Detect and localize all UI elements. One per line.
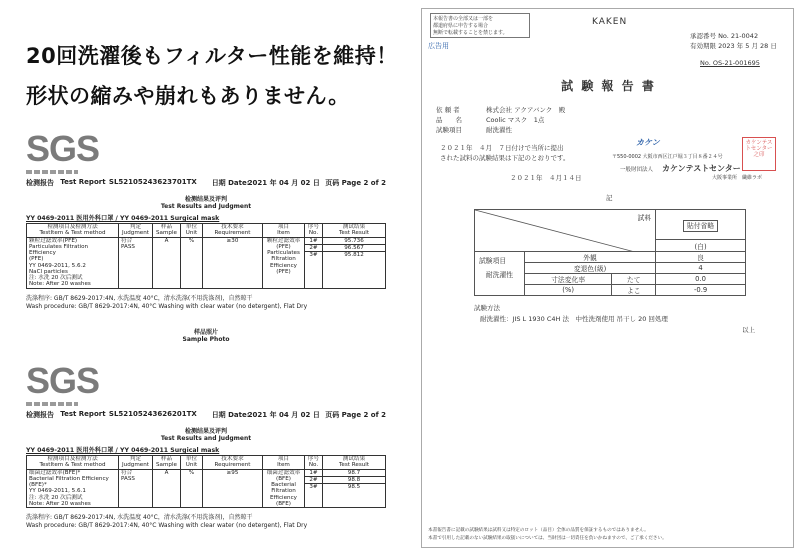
wash-label: 耐洗濯性 [475, 252, 525, 296]
test-method: 耐洗濯性：JIS L 1930 C4H 法 中性洗剤使用 吊干し 20 回処理 [480, 315, 668, 323]
result-value: 4 [656, 263, 746, 274]
report-date: 2021 年 04 月 02 日 [247, 179, 320, 187]
ad-label: 広告用 [428, 42, 449, 50]
intro-line-2: された試料の試験結果は下記のとおりです。 [440, 154, 570, 162]
judgment: 符合 PASS [119, 237, 153, 288]
org-address: 〒550-0002 大阪市西区江戸堀３丁目８番２４号 [612, 154, 723, 160]
results-table-2: 检测项目及检测方法 TestItem & Test method 判定 Judgment 样品 Sample 单位 Unit 技术要求 Requirement 项目 Item 序号 No. 测试结果 Test Result 细菌过滤效率(BFE)* Bacterial Filtration Efficiency (BFE)* YY 0469-2011, 5.6.1 注: 水洗 20 次后测试 Note: After 20 washes 符合 PASS A % ≥95 细菌过滤效率 (BFE) Bacterial Filtration Efficiency (BFE) 1# 2# 3# 98.7 98.8 98.5 [26, 455, 386, 508]
kaken-report: 本報告書の全部又は一部を 都道府県に申告する場合 無断で転載することを禁じます。 KAKEN 広告用 承認番号 No. 21-0042 有効期限 2023 年 5 月 28 日 No. OS-21-001695 試 験 報 告 書 依 頼 者 株式会社 アクアバンク 殿 品 名 Coolic マスク 1点 試験項目 耐洗濯性 ２０２１年 ４月 ７日付けで当所に提出 された試料の試験結果は下記のとおりです。 ２０２１年 ４月１４日 カケン 〒550-0002 大阪市西区江戸堀３丁目８番２４号 一般財団法人 カケンテストセンター 大阪事業所 繊維ラボ カケンテストセンター之印 記 試料 試験項目 貼付省略 (白) 耐洗濯性 外観 良 変退色(級) 4 寸法変化率 たて 0.0 (%) よこ -0.9 試験方法 耐洗濯性：JIS L 1930 C4H 法 中性洗剤使用 吊干し 20 回処理 以上 本書報告書に記載の試験結果は試料又は特定のロット（品目）全体の品質を保証するものではありません。 本書で引用した記載のない試験結果の取扱いについては、当財団は一切責任を負いかねますので、ご了承ください。 [421, 8, 794, 548]
headline-line-2: 形状の縮みや崩れもありません。 [26, 84, 350, 108]
org-name: カケンテストセンター [662, 164, 741, 173]
brand-top: KAKEN [592, 17, 628, 27]
standard-title: YY 0469-2011 医用外科口罩 / YY 0469-2011 Surgical mask [26, 215, 220, 222]
intro-line-1: ２０２１年 ４月 ７日付けで当所に提出 [440, 144, 564, 152]
diagonal-line [475, 210, 635, 252]
result-value: -0.9 [656, 285, 746, 296]
approval-number: 承認番号 No. 21-0042 [690, 32, 759, 40]
report-header-2: 检测报告 Test Report SL52105243626201TX 日期 Date: 2021 年 04 月 02 日 页码 Page 2 of 2 [26, 410, 386, 419]
standard-title: YY 0469-2011 医用外科口罩 / YY 0469-2011 Surgical mask [26, 447, 220, 454]
sgs-logo-2: SGS [26, 360, 386, 406]
report-number: No. OS-21-001695 [700, 59, 760, 67]
result-value: 95.736 [323, 238, 385, 245]
seal-stamp: カケンテストセンター之印 [742, 137, 776, 171]
report-number: SL52105243626201TX [108, 410, 197, 418]
footer-note-2: 本書で引用した記載のない試験結果の取扱いについては、当財団は一切責任を負いかねますので、ご了承ください。 [428, 536, 667, 541]
footer-note-1: 本書報告書に記載の試験結果は試料又は特定のロット（品目）全体の品質を保証するものではありません。 [428, 528, 649, 533]
sgs-report-1: SGS 检测报告 Test Report SL52105243623701TX 日期 Date: 2021 年 04 月 02 日 页码 Page 2 of 2 检测结果及评判 Test Results and Judgment YY 0469-2011 医用外科口罩 / YY 0469-2011 Surgical mask 检测项目及检测方法 TestItem & Test method 判定 Judgment 样品 Sample 单位 Unit 技术要求 Requirement 项目 Item 序号 No. 测试结果 Test Result 颗粒过滤效率(PFE) Particulates Filtration Efficiency (PFE) YY 0469-2011, 5.6.2 NaCl particles 注: 水洗 20 次后测试 Note: After 20 washes 符合 PASS A % ≥30 颗粒过滤效率 (PFE) Particulates Filtration Efficiency (PFE) 1# 2# 3# 95.736 96.567 95.812 洗涤程序: GB/T 8629-2017:4N, 水洗温度 40°C，清水洗涤(不用洗涤剂)，自然晾干 Wash procedure: GB/T 8629-2017:4N, 40°C Washing with clear water (no detergent), Flat Dry 样品照片 Sample Photo [26, 128, 386, 343]
client: 株式会社 アクアバンク 殿 [486, 106, 566, 114]
report-number: SL52105243623701TX [108, 178, 197, 186]
page-number: 页码 Page 2 of 2 [325, 411, 386, 419]
test-method: 细菌过滤效率(BFE)* Bacterial Filtration Efficiency (BFE)* YY 0469-2011, 5.6.1 注: 水洗 20 次后测试 Note: After 20 washes [27, 469, 119, 508]
results-table-1: 检测项目及检测方法 TestItem & Test method 判定 Judgment 样品 Sample 单位 Unit 技术要求 Requirement 项目 Item 序号 No. 测试结果 Test Result 颗粒过滤效率(PFE) Particulates Filtration Efficiency (PFE) YY 0469-2011, 5.6.2 NaCl particles 注: 水洗 20 次后测试 Note: After 20 washes 符合 PASS A % ≥30 颗粒过滤效率 (PFE) Particulates Filtration Efficiency (PFE) 1# 2# 3# 95.736 96.567 95.812 [26, 223, 386, 289]
headline-line-1: 20回洗濯後もフィルター性能を維持！ [26, 44, 398, 68]
sgs-report-2: SGS 检测报告 Test Report SL52105243626201TX 日期 Date: 2021 年 04 月 02 日 页码 Page 2 of 2 检测结果及评判 Test Results and Judgment YY 0469-2011 医用外科口罩 / YY 0469-2011 Surgical mask 检测项目及检测方法 TestItem & Test method 判定 Judgment 样品 Sample 单位 Unit 技术要求 Requirement 项目 Item 序号 No. 测试结果 Test Result 细菌过滤效率(BFE)* Bacterial Filtration Efficiency (BFE)* YY 0469-2011, 5.6.1 注: 水洗 20 次后测试 Note: After 20 washes 符合 PASS A % ≥95 细菌过滤效率 (BFE) Bacterial Filtration Efficiency (BFE) 1# 2# 3# 98.7 98.8 98.5 洗涤程序: GB/T 8629-2017:4N, 水洗温度 40°C，清水洗涤(不用洗涤剂)，自然晾干 Wash procedure: GB/T 8629-2017:4N, 40°C Washing with clear water (no detergent), Flat Dry [26, 360, 386, 530]
wash-procedure-2: 洗涤程序: GB/T 8629-2017:4N, 水洗温度 40°C，清水洗涤(不用洗涤剂)，自然晾干 Wash procedure: GB/T 8629-2017:4N, 40°C Washing with clear water (no detergent), Flat Dry [26, 514, 308, 530]
sample-name: 貼付省略 [683, 220, 718, 232]
result-value: 98.8 [323, 477, 385, 484]
report-header-1: 检测报告 Test Report SL52105243623701TX 日期 Date: 2021 年 04 月 02 日 页码 Page 2 of 2 [26, 178, 386, 187]
notice-box: 本報告書の全部又は一部を 都道府県に申告する場合 無断で転載することを禁じます。 [430, 13, 530, 38]
issue-date: ２０２１年 ４月１４日 [510, 174, 582, 182]
report-title: 試 験 報 告 書 [561, 79, 656, 93]
kaken-logo: カケン [636, 138, 660, 147]
kaken-results-table: 試料 試験項目 貼付省略 (白) 耐洗濯性 外観 良 変退色(級) 4 寸法変化率 たて 0.0 (%) よこ -0.9 [474, 209, 746, 296]
result-value: 良 [656, 252, 746, 263]
result-value: 98.7 [323, 470, 385, 477]
result-value: 98.5 [347, 484, 361, 490]
result-value: 95.812 [344, 252, 364, 258]
product: Coolic マスク 1点 [486, 116, 545, 124]
sgs-logo-1: SGS [26, 128, 386, 174]
valid-until: 有効期限 2023 年 5 月 28 日 [690, 42, 777, 50]
result-value: 0.0 [656, 274, 746, 285]
result-value: 96.567 [323, 245, 385, 252]
test-item: 耐洗濯性 [486, 126, 512, 134]
report-date: 2021 年 04 月 02 日 [247, 411, 320, 419]
wash-procedure-1: 洗涤程序: GB/T 8629-2017:4N, 水洗温度 40°C，清水洗涤(不用洗涤剂)，自然晾干 Wash procedure: GB/T 8629-2017:4N, 40°C Washing with clear water (no detergent), Flat Dry [26, 294, 308, 310]
judgment: 符合 PASS [119, 469, 153, 508]
test-method: 颗粒过滤效率(PFE) Particulates Filtration Efficiency (PFE) YY 0469-2011, 5.6.2 NaCl particles 注: 水洗 20 次后测试 Note: After 20 washes [27, 237, 119, 288]
page-number: 页码 Page 2 of 2 [325, 179, 386, 187]
